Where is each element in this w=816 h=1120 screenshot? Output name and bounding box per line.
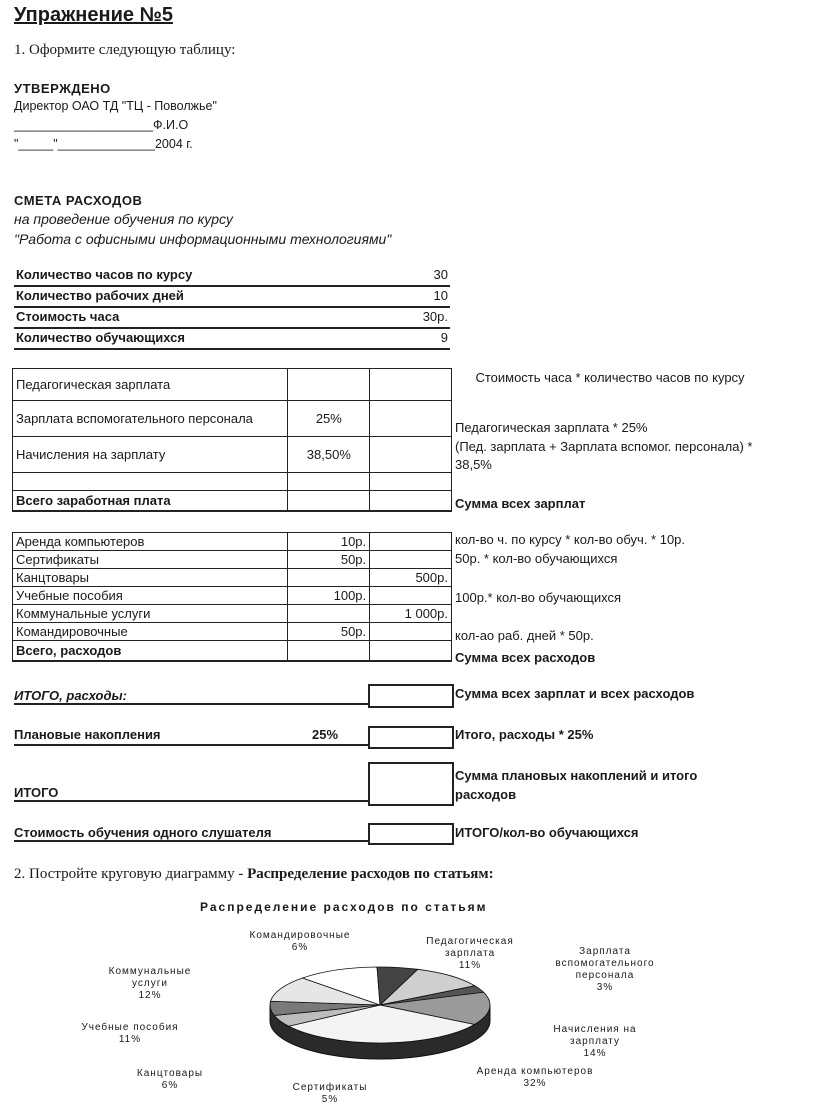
salary-pct: 25% [288,401,370,437]
slice-name: Учебные пособия [81,1022,179,1033]
slice-pct: 5% [321,1094,339,1105]
note-ped-salary: Стоимость часа * количество часов по курсу [475,370,745,385]
pie-label-arenda [455,1066,615,1090]
note-expense: 50р. * кол-во обучающихся [455,551,618,566]
expense-label: Аренда компьютеров [13,533,288,551]
note-itogo-2: расходов [455,787,517,802]
slice-name: Командировочные [249,930,351,941]
table-row [13,369,452,401]
table-row [13,491,452,511]
slice-pct: 14% [583,1048,607,1059]
table-row [13,533,452,551]
plan-row [14,727,368,746]
itogo-cell [368,762,454,806]
plan-cell [368,726,454,749]
param-row [14,288,450,308]
table-row [13,605,452,623]
param-row [14,267,450,287]
pie-label-komandir [235,930,365,954]
estimate-subtitle-2: "Работа с офисными информационными технологиями" [14,231,392,247]
slice-name: Аренда компьютеров [476,1066,594,1077]
itogo-expenses-label: ИТОГО, расходы: [14,688,368,705]
expense-total-label: Всего, расходов [13,641,288,661]
note-itogo-1: Сумма плановых накоплений и итого [455,768,698,783]
salary-pct [288,369,370,401]
salary-sum [370,369,452,401]
note-expense: кол-во ч. по курсу * кол-во обуч. * 10р. [455,532,686,547]
task-1-text: 1. Оформите следующую таблицу: [14,42,236,58]
slice-pct: 12% [138,990,162,1001]
expense-unit [288,569,370,587]
slice-pct: 3% [596,982,614,993]
note-accruals: (Пед. зарплата + Зарплата вспомог. персонала) * 38,5% [455,439,753,472]
table-row [13,641,452,661]
salary-label: Начисления на зарплату [13,437,288,473]
slice-name: Канцтовары [136,1068,204,1079]
expense-sum: 500р. [370,569,452,587]
expense-unit: 50р. [288,551,370,569]
note-cost: ИТОГО/кол-во обучающихся [455,825,639,840]
page-title: Упражнение №5 [14,4,173,26]
note-salary-total: Сумма всех зарплат [455,496,586,511]
expense-sum [370,533,452,551]
expense-sum [370,587,452,605]
salary-pct: 38,50% [288,437,370,473]
slice-pct: 6% [291,942,309,953]
expense-label: Командировочные [13,623,288,641]
pie-label-posobia [60,1022,200,1046]
itogo-label: ИТОГО [14,785,368,802]
param-value: 9 [440,330,448,345]
table-row [13,623,452,641]
table-row [13,473,452,491]
note-aux-salary: Педагогическая зарплата * 25% [455,420,648,435]
expense-unit: 100р. [288,587,370,605]
slice-name: Педагогическая зарплата [426,936,514,959]
itogo-expenses-cell [368,684,454,708]
table-row [13,401,452,437]
expense-sum: 1 000р. [370,605,452,623]
pie-label-aux [540,946,670,994]
table-row [13,437,452,473]
cost-cell [368,823,454,845]
estimate-subtitle-1: на проведение обучения по курсу [14,211,233,227]
slice-pct: 32% [523,1078,547,1089]
pie-label-sert [270,1082,390,1106]
slice-pct: 6% [161,1080,179,1091]
slice-name: Сертификаты [292,1082,368,1093]
table-row [13,551,452,569]
pie-label-kanc [110,1068,230,1092]
task-2-bold: Распределение расходов по статьям: [247,866,494,882]
expense-sum [370,551,452,569]
slice-pct: 11% [118,1034,142,1045]
param-label: Количество обучающихся [16,330,185,345]
slice-name: Начисления на зарплату [553,1024,637,1047]
task-2-prefix: 2. Постройте круговую диаграмму - [14,866,248,882]
note-expense: кол-ао раб. дней * 50р. [455,628,594,643]
note-expense-total: Сумма всех расходов [455,650,596,665]
date-line: "_____"______________2004 г. [14,137,193,151]
pie-label-ped [410,936,530,972]
approved-label: УТВЕРЖДЕНО [14,81,111,96]
param-row [14,330,450,350]
salary-total-label: Всего заработная плата [13,491,288,511]
slice-name: Зарплата вспомогательного персонала [555,946,655,981]
expense-label: Канцтовары [13,569,288,587]
task-2-text [14,866,494,883]
salary-label: Педагогическая зарплата [13,369,288,401]
slice-pct: 11% [458,960,482,971]
pie-chart [240,960,520,1070]
estimate-title: СМЕТА РАСХОДОВ [14,193,143,208]
param-label: Количество часов по курсу [16,267,193,282]
chart-title: Распределение расходов по статьям [200,900,488,914]
note-plan: Итого, расходы * 25% [455,727,594,742]
pie-label-komm [90,966,210,1002]
param-value: 30р. [422,309,448,324]
table-row [13,587,452,605]
note-expense: 100р.* кол-во обучающихся [455,590,621,605]
param-row [14,309,450,329]
note-itogo-expenses: Сумма всех зарплат и всех расходов [455,686,695,701]
pie-label-nach [535,1024,655,1060]
expense-unit: 10р. [288,533,370,551]
plan-pct: 25% [312,727,339,742]
table-row [13,569,452,587]
salary-sum [370,437,452,473]
expense-unit [288,605,370,623]
plan-label: Плановые накопления [14,727,161,742]
expense-unit: 50р. [288,623,370,641]
expense-sum [370,623,452,641]
expense-label: Коммунальные услуги [13,605,288,623]
fio-line: ____________________Ф.И.О [14,118,189,132]
expense-label: Учебные пособия [13,587,288,605]
slice-name: Коммунальные услуги [108,966,192,989]
param-label: Стоимость часа [16,309,120,324]
salary-label: Зарплата вспомогательного персонала [13,401,288,437]
salary-table [12,368,452,512]
director-line: Директор ОАО ТД "ТЦ - Поволжье" [14,99,217,113]
salary-sum [370,401,452,437]
param-label: Количество рабочих дней [16,288,184,303]
cost-label: Стоимость обучения одного слушателя [14,825,368,842]
expenses-table [12,532,452,662]
expense-label: Сертификаты [13,551,288,569]
param-value: 10 [433,288,448,303]
param-value: 30 [433,267,448,282]
